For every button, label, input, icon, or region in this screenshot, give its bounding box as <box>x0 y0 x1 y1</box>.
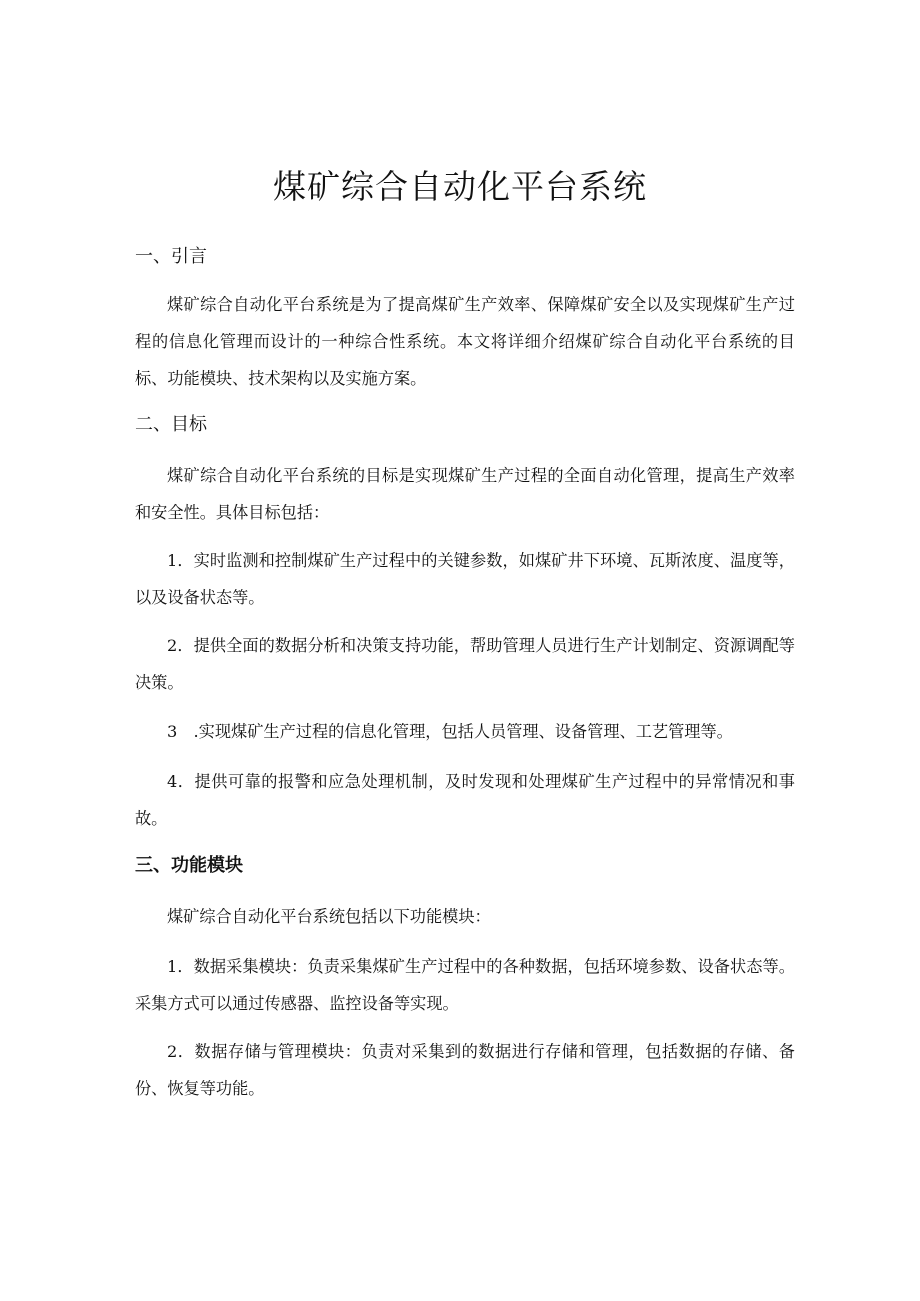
list-item: 1．数据采集模块：负责采集煤矿生产过程中的各种数据，包括环境参数、设备状态等。采集方式可以通过传感器、监控设备等实现。 <box>135 957 795 1013</box>
list-item: 2．数据存储与管理模块：负责对采集到的数据进行存储和管理，包括数据的存储、备份、恢复等功能。 <box>135 1042 795 1098</box>
paragraph: 煤矿综合自动化平台系统是为了提高煤矿生产效率、保障煤矿安全以及实现煤矿生产过程的信息化管理而设计的一种综合性系统。本文将详细介绍煤矿综合自动化平台系统的目标、功能模块、技术架构以及实施方案。 <box>135 295 795 388</box>
list-item: 1．实时监测和控制煤矿生产过程中的关键参数，如煤矿井下环境、瓦斯浓度、温度等，以及设备状态等。 <box>135 551 795 607</box>
list-item: 4．提供可靠的报警和应急处理机制，及时发现和处理煤矿生产过程中的异常情况和事故。 <box>135 772 795 828</box>
paragraph: 煤矿综合自动化平台系统包括以下功能模块： <box>167 907 491 926</box>
section-heading-goals: 二、目标 <box>135 414 207 435</box>
list-item: 3 .实现煤矿生产过程的信息化管理，包括人员管理、设备管理、工艺管理等。 <box>167 722 733 741</box>
section-heading-intro: 一、引言 <box>135 246 207 267</box>
section-heading-modules: 三、功能模块 <box>135 855 243 876</box>
paragraph: 煤矿综合自动化平台系统的目标是实现煤矿生产过程的全面自动化管理，提高生产效率和安全性。具体目标包括： <box>135 466 795 522</box>
list-item: 2．提供全面的数据分析和决策支持功能，帮助管理人员进行生产计划制定、资源调配等决策。 <box>135 636 795 692</box>
document-title: 煤矿综合自动化平台系统 <box>273 167 647 206</box>
